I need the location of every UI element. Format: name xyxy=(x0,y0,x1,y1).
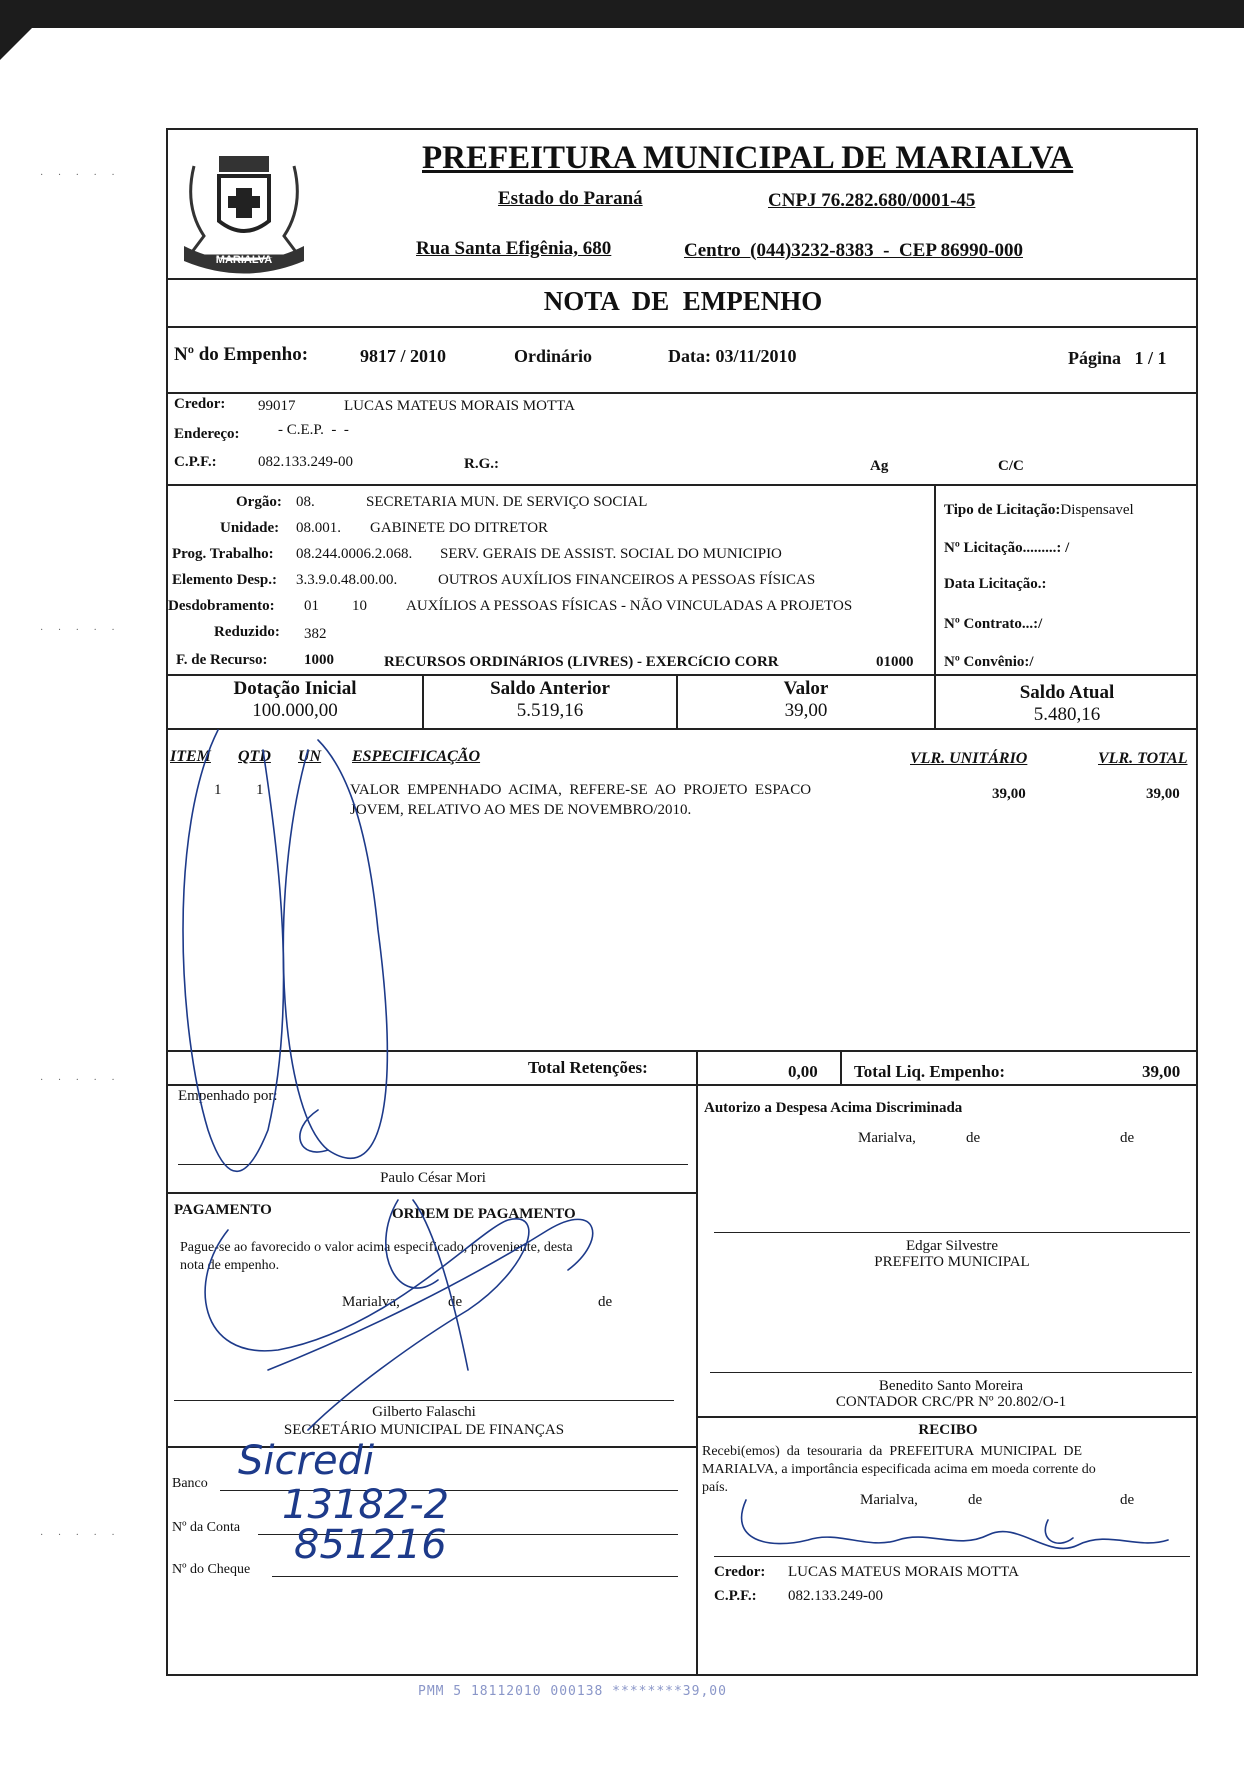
ag-label: Ag xyxy=(870,458,889,474)
pagamento-text2: nota de empenho. xyxy=(180,1258,280,1273)
numero-contrato: Nº Contrato...:/ xyxy=(944,616,1043,632)
empenho-date: Data: 03/11/2010 xyxy=(668,346,797,366)
empenho-type: Ordinário xyxy=(514,346,593,366)
state-name: Estado do Paraná xyxy=(498,188,643,209)
col-item: ITEM xyxy=(170,748,211,765)
balance-saldo-atual: Saldo Atual 5.480,16 xyxy=(1019,682,1115,725)
balance-valor: Valor 39,00 xyxy=(783,678,829,721)
recibo-title: RECIBO xyxy=(918,1422,978,1438)
empenhado-label: Empenhado por: xyxy=(178,1088,278,1104)
cheque-label: Nº do Cheque xyxy=(172,1562,251,1577)
recibo-credor-value: LUCAS MATEUS MORAIS MOTTA xyxy=(788,1564,1019,1580)
secretario-name: Gilberto Falaschi xyxy=(372,1404,476,1420)
credor-name: LUCAS MATEUS MORAIS MOTTA xyxy=(344,398,575,414)
data-licitacao: Data Licitação.: xyxy=(944,576,1047,592)
unidade-label: Unidade: xyxy=(220,520,280,536)
total-retencoes-label: Total Retenções: xyxy=(528,1058,648,1077)
prog-code: 08.244.0006.2.068. xyxy=(296,546,413,562)
col-qtd: QTD xyxy=(238,748,271,765)
pagamento-label: PAGAMENTO xyxy=(174,1202,272,1218)
numero-licitacao: Nº Licitação.........: / xyxy=(944,540,1070,556)
unidade-name: GABINETE DO DITRETOR xyxy=(370,520,549,536)
recibo-cpf-label: C.P.F.: xyxy=(714,1588,757,1604)
item-spec-line1: VALOR EMPENHADO ACIMA, REFERE-SE AO PROJETO ESPACO xyxy=(350,782,812,798)
recibo-de2: de xyxy=(1120,1492,1135,1508)
scan-noise: · · · · · xyxy=(40,1075,121,1086)
orgao-code: 08. xyxy=(296,494,315,510)
desd-code1: 01 xyxy=(304,598,319,614)
recibo-text2: MARIALVA, a importância especificada acima em moeda corrente do xyxy=(702,1462,1096,1477)
orgao-label: Orgão: xyxy=(236,494,282,510)
total-liq-label: Total Liq. Empenho: xyxy=(854,1062,1005,1081)
address: Rua Santa Efigênia, 680 xyxy=(416,238,612,259)
tipo-licitacao-label: Tipo de Licitação: xyxy=(944,502,1061,518)
elem-code: 3.3.9.0.48.00.00. xyxy=(296,572,398,588)
recibo-text1: Recebi(emos) da tesouraria da PREFEITURA MUNICIPAL DE xyxy=(702,1444,1083,1459)
scan-noise: · · · · · xyxy=(40,1530,121,1541)
cpf-value: 082.133.249-00 xyxy=(258,454,353,470)
doc-title: NOTA DE EMPENHO xyxy=(543,286,823,316)
cpf-label: C.P.F.: xyxy=(174,454,217,470)
conta-label: Nº da Conta xyxy=(172,1520,241,1535)
mechanical-stamp: PMM 5 18112010 000138 ********39,00 xyxy=(418,1684,727,1699)
secretario-role: SECRETÁRIO MUNICIPAL DE FINANÇAS xyxy=(283,1422,565,1438)
item-unit-value: 39,00 xyxy=(992,786,1026,802)
page-number: Página 1 / 1 xyxy=(1068,348,1167,368)
autorizo-label: Autorizo a Despesa Acima Discriminada xyxy=(704,1100,963,1116)
prog-label: Prog. Trabalho: xyxy=(172,546,274,562)
conta-value: 13182-2 xyxy=(282,1482,450,1528)
banco-label: Banco xyxy=(172,1476,208,1491)
reduzido-value: 382 xyxy=(304,626,327,642)
unidade-code: 08.001. xyxy=(296,520,341,536)
banco-value: Sicredi xyxy=(238,1438,375,1484)
autorizo-place: Marialva, xyxy=(858,1130,916,1146)
empenho-label: Nº do Empenho: xyxy=(174,344,309,365)
prog-name: SERV. GERAIS DE ASSIST. SOCIAL DO MUNICIPIO xyxy=(440,546,782,562)
scan-noise: · · · · · xyxy=(40,170,121,181)
svg-text:MARIALVA: MARIALVA xyxy=(215,254,273,266)
col-especificacao: ESPECIFICAÇÃO xyxy=(352,748,481,765)
rg-label: R.G.: xyxy=(464,456,499,472)
total-retencoes-value: 0,00 xyxy=(788,1062,818,1081)
signature-scribbles xyxy=(168,130,1198,1678)
recurso-code2: 01000 xyxy=(876,654,914,670)
autorizo-de1: de xyxy=(966,1130,981,1146)
item-total-value: 39,00 xyxy=(1146,786,1180,802)
scan-noise: · · · · · xyxy=(40,625,121,636)
pagamento-text1: Pague-se ao favorecido o valor acima especificado, proveniente, desta xyxy=(180,1240,573,1255)
pagamento-de1: de xyxy=(448,1294,463,1310)
balance-dotacao: Dotação Inicial 100.000,00 xyxy=(233,678,357,721)
contador-name: Benedito Santo Moreira xyxy=(878,1378,1024,1394)
pagamento-place: Marialva, xyxy=(342,1294,400,1310)
autorizo-de2: de xyxy=(1120,1130,1135,1146)
recibo-place: Marialva, xyxy=(860,1492,918,1508)
item-spec-line2: JOVEM, RELATIVO AO MES DE NOVEMBRO/2010. xyxy=(350,802,692,818)
cnpj: CNPJ 76.282.680/0001-45 xyxy=(768,190,976,211)
col-vlr-unitario: VLR. UNITÁRIO xyxy=(910,750,1028,767)
credor-code: 99017 xyxy=(258,398,296,414)
balance-saldo-anterior: Saldo Anterior 5.519,16 xyxy=(490,678,610,721)
elem-name: OUTROS AUXÍLIOS FINANCEIROS A PESSOAS FÍSICAS xyxy=(438,572,816,588)
elem-label: Elemento Desp.: xyxy=(172,572,277,588)
endereco-value: - C.E.P. - - xyxy=(278,422,349,438)
total-liq-value: 39,00 xyxy=(1142,1062,1181,1081)
recurso-name: RECURSOS ORDINáRIOS (LIVRES) - EXERCíCIO CORR xyxy=(384,654,779,670)
desd-name: AUXÍLIOS A PESSOAS FÍSICAS - NÃO VINCULADAS A PROJETOS xyxy=(406,598,853,614)
empenhado-name: Paulo César Mori xyxy=(380,1170,486,1186)
nota-de-empenho-form xyxy=(166,128,1198,1676)
contador-role: CONTADOR CRC/PR Nº 20.802/O-1 xyxy=(835,1394,1067,1410)
recurso-code: 1000 xyxy=(304,652,334,668)
credor-label: Credor: xyxy=(174,396,226,412)
prefeito-name: Edgar Silvestre xyxy=(905,1238,999,1254)
district-phone-cep: Centro (044)3232-8383 - CEP 86990-000 xyxy=(684,240,1023,261)
col-vlr-total: VLR. TOTAL xyxy=(1098,750,1188,767)
page-title: PREFEITURA MUNICIPAL DE MARIALVA xyxy=(422,140,1074,176)
recibo-cpf-value: 082.133.249-00 xyxy=(788,1588,883,1604)
tipo-licitacao-value: Dispensavel xyxy=(1060,502,1134,518)
endereco-label: Endereço: xyxy=(174,426,240,442)
orgao-name: SECRETARIA MUN. DE SERVIÇO SOCIAL xyxy=(366,494,648,510)
scan-top-edge xyxy=(0,0,1244,28)
numero-convenio: Nº Convênio:/ xyxy=(944,654,1034,670)
ordem-pagamento-title: ORDEM DE PAGAMENTO xyxy=(392,1206,576,1222)
prefeito-role: PREFEITO MUNICIPAL xyxy=(874,1254,1030,1270)
item-qtd: 1 xyxy=(256,782,264,798)
cheque-value: 851216 xyxy=(294,1522,447,1568)
empenho-number: 9817 / 2010 xyxy=(360,346,447,366)
recibo-credor-label: Credor: xyxy=(714,1564,766,1580)
recibo-de1: de xyxy=(968,1492,983,1508)
cc-label: C/C xyxy=(998,458,1024,474)
recibo-text3: país. xyxy=(702,1480,729,1495)
desd-label: Desdobramento: xyxy=(168,598,275,614)
scan-corner-fold xyxy=(0,0,60,60)
recurso-label: F. de Recurso: xyxy=(176,652,268,668)
reduzido-label: Reduzido: xyxy=(214,624,280,640)
desd-code2: 10 xyxy=(352,598,367,614)
pagamento-de2: de xyxy=(598,1294,613,1310)
item-number: 1 xyxy=(214,782,222,798)
col-un: UN xyxy=(298,748,322,765)
